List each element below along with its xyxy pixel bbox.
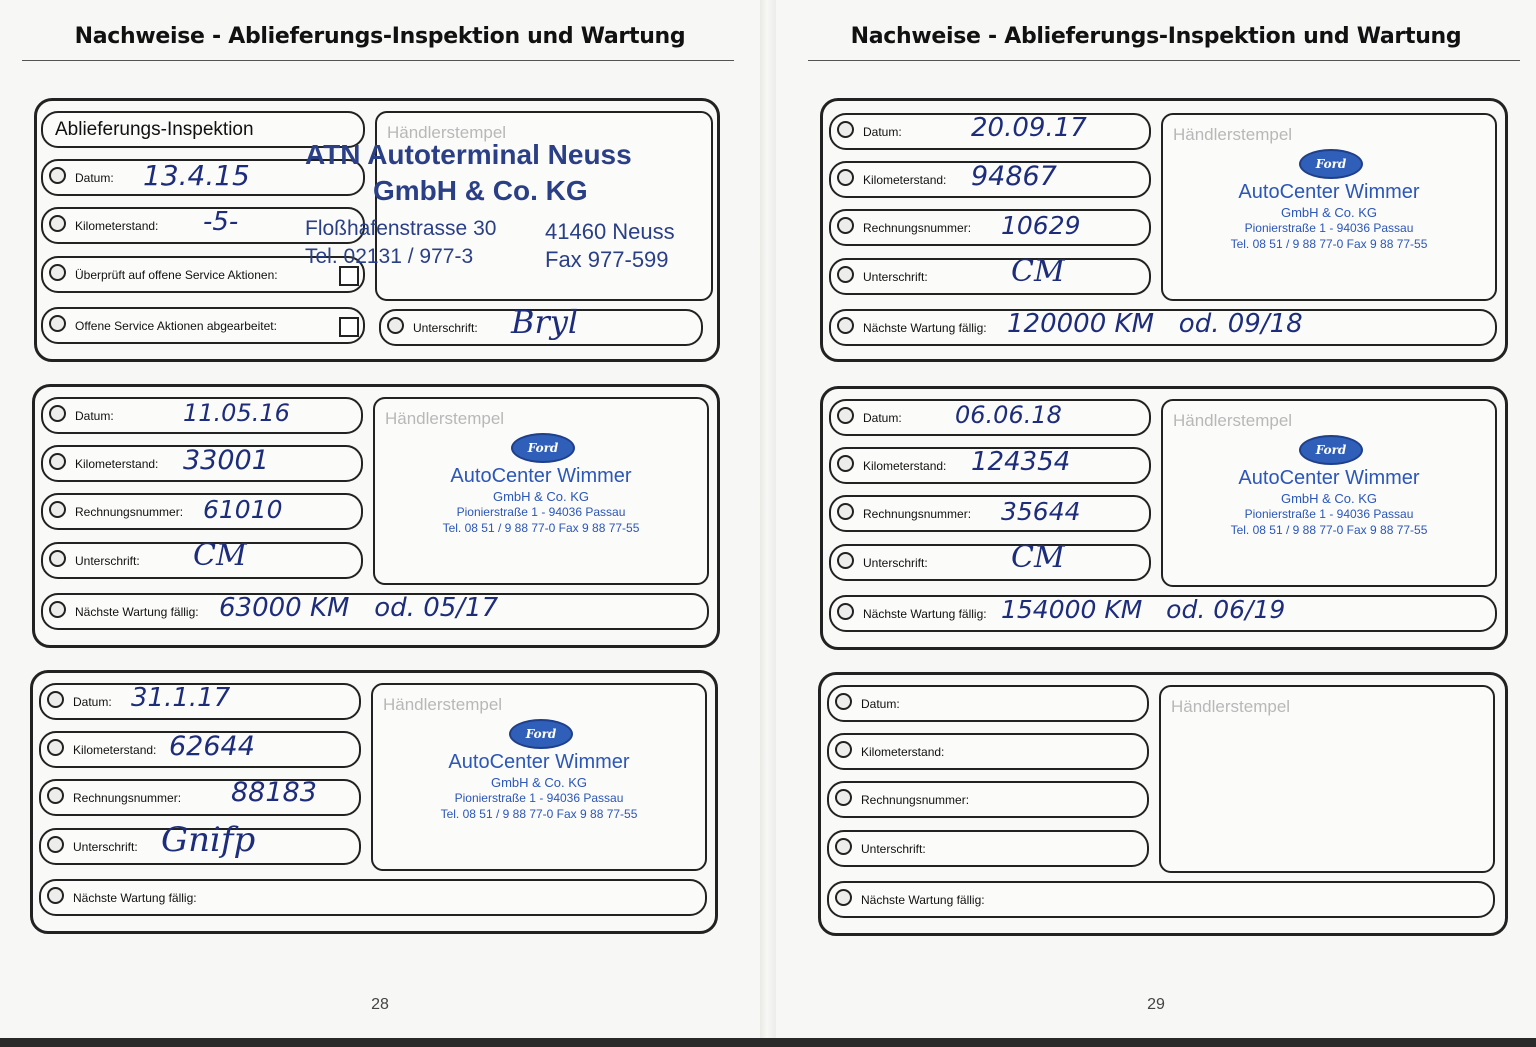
bullet-icon [837,603,854,620]
bullet-icon [837,266,854,283]
page-number: 28 [371,996,389,1013]
dealer-name: AutoCenter Wimmer [1238,467,1420,489]
wartung-field[interactable] [829,309,1497,346]
bullet-icon [49,167,66,184]
datum-field[interactable] [41,397,363,434]
wartung-label: Nächste Wartung fällig: [73,891,197,905]
bullet-icon [49,405,66,422]
signature-value: Gnifp [161,820,256,860]
dealer-name: AutoCenter Wimmer [448,751,630,773]
dealer-stamp-box [1159,685,1495,873]
unterschrift-field[interactable] [41,538,363,579]
bullet-icon [49,550,66,567]
datum-value: 20.09.17 [971,113,1087,143]
wartung-field[interactable] [39,879,707,916]
atn-fax: Fax 977-599 [545,247,669,272]
km-field[interactable] [41,445,363,482]
atn-city: 41460 Neuss [545,219,675,244]
rechnung-field[interactable] [829,495,1151,532]
km-label: Kilometerstand: [861,745,945,759]
wartung-label: Nächste Wartung fällig: [861,893,985,907]
datum-label: Datum: [73,695,112,709]
atn-tel: Tel. 02131 / 977-3 [305,245,474,268]
unterschrift-field[interactable] [39,820,361,865]
bullet-icon [835,741,852,758]
stamp-heading: Händlerstempel [387,123,507,142]
unterschrift-label: Unterschrift: [863,270,928,284]
dealer-form: GmbH & Co. KG [492,489,590,504]
bullet-icon [49,264,66,281]
wartung-label: Nächste Wartung fällig: [75,605,199,619]
unterschrift-label: Unterschrift: [75,554,140,568]
title-rule [22,60,734,61]
title-rule [808,60,1520,61]
bullet-icon [837,503,854,520]
stamp-heading: Händlerstempel [1173,411,1293,430]
bullet-icon [837,317,854,334]
dealer-tel: Tel. 08 51 / 9 88 77-0 Fax 9 88 77-55 [1230,237,1428,251]
dealer-stamp-box [373,397,709,585]
scan-edge [0,1038,1536,1047]
bullet-icon [835,838,852,855]
stamp-heading: Händlerstempel [383,695,503,714]
datum-value: 13.4.15 [143,159,250,192]
datum-field[interactable] [39,683,361,720]
datum-label: Datum: [75,409,114,423]
service-block-2 [32,384,720,648]
km-field[interactable] [39,731,361,768]
datum-value: 31.1.17 [131,683,231,713]
check2-label: Offene Service Aktionen abgearbeitet: [75,319,277,333]
rechnung-value: 35644 [1001,497,1081,526]
check1-label: Überprüft auf offene Service Aktionen: [75,268,278,282]
unterschrift-field[interactable] [829,254,1151,295]
bullet-icon [835,693,852,710]
atn-line1: ATN Autoterminal Neuss [305,139,632,170]
bullet-icon [49,453,66,470]
signature-value: CM [193,538,247,573]
dealer-form: GmbH & Co. KG [1280,491,1378,506]
rechnung-field[interactable] [41,493,363,530]
km-value: -5- [203,207,239,237]
bullet-icon [47,887,64,904]
service-block-3 [30,670,718,934]
datum-label: Datum: [75,171,114,185]
page-gutter [760,0,776,1047]
km-label: Kilometerstand: [863,173,947,187]
bullet-icon [837,169,854,186]
wartung-field[interactable] [829,595,1497,632]
delivery-inspection-block [34,98,720,362]
rechnung-value: 10629 [1001,211,1081,240]
datum-field[interactable] [829,399,1151,436]
rechnung-label: Rechnungsnummer: [75,505,184,519]
wartung-label: Nächste Wartung fällig: [863,321,987,335]
check2-checkbox[interactable] [339,317,359,337]
ford-logo-icon: Ford [511,433,575,463]
dealer-form: GmbH & Co. KG [1280,205,1378,220]
bullet-icon [49,215,66,232]
wartung-value: 120000 KM od. 09/18 [1007,309,1303,339]
ford-logo-icon: Ford [509,719,573,749]
page-right [776,0,1536,1040]
page-title: Nachweise - Ablieferungs-Inspektion und Wartung [850,24,1462,49]
km-field[interactable] [829,447,1151,484]
unterschrift-field[interactable] [827,830,1149,867]
dealer-name: AutoCenter Wimmer [450,465,632,487]
rechnung-label: Rechnungsnummer: [863,221,972,235]
service-block-2 [820,386,1508,650]
km-field[interactable] [829,161,1151,198]
bullet-icon [835,789,852,806]
stamp-heading: Händlerstempel [1171,697,1291,716]
bullet-icon [837,552,854,569]
wartung-label: Nächste Wartung fällig: [863,607,987,621]
km-value: 94867 [971,161,1057,192]
dealer-tel: Tel. 08 51 / 9 88 77-0 Fax 9 88 77-55 [440,807,638,821]
rechnung-field[interactable] [39,779,361,816]
km-value: 62644 [169,731,255,762]
unterschrift-label: Unterschrift: [73,840,138,854]
km-label: Kilometerstand: [73,743,157,757]
wartung-value: 63000 KM od. 05/17 [219,593,499,623]
datum-label: Datum: [863,125,902,139]
wartung-value: 154000 KM od. 06/19 [1001,595,1286,624]
unterschrift-field[interactable] [379,303,703,346]
wartung-field[interactable] [827,881,1495,918]
rechnung-label: Rechnungsnummer: [73,791,182,805]
stamp-heading: Händlerstempel [1173,125,1293,144]
page-title: Nachweise - Ablieferungs-Inspektion und Wartung [74,24,686,49]
page-number: 29 [1147,996,1165,1013]
actions-done-field[interactable] [41,307,365,344]
dealer-form: GmbH & Co. KG [490,775,588,790]
dealer-address: Pionierstraße 1 - 94036 Passau [1244,221,1414,235]
unterschrift-label: Unterschrift: [863,556,928,570]
signature-value: CM [1011,254,1065,289]
bullet-icon [49,315,66,332]
km-value: 33001 [183,445,269,476]
bullet-icon [49,501,66,518]
bullet-icon [47,739,64,756]
bullet-icon [47,836,64,853]
page-left [0,0,760,1040]
rechnung-label: Rechnungsnummer: [861,793,970,807]
stamp-heading: Händlerstempel [385,409,505,428]
service-block-1 [820,98,1508,362]
datum-field[interactable] [829,113,1151,150]
datum-field[interactable] [827,685,1149,722]
dealer-stamp-box [1161,113,1497,301]
dealer-address: Pionierstraße 1 - 94036 Passau [454,791,624,805]
atn-line2: GmbH & Co. KG [373,175,588,206]
dealer-stamp-box [1161,399,1497,587]
block-heading: Ablieferungs-Inspektion [55,119,254,140]
bullet-icon [835,889,852,906]
rechnung-field[interactable] [827,781,1149,818]
bullet-icon [47,691,64,708]
unterschrift-field[interactable] [829,540,1151,581]
datum-label: Datum: [863,411,902,425]
check1-checkbox[interactable] [339,266,359,286]
km-value: 124354 [971,447,1071,477]
rechnung-value: 61010 [203,495,283,524]
bullet-icon [837,455,854,472]
unterschrift-label: Unterschrift: [861,842,926,856]
bullet-icon [837,217,854,234]
datum-value: 11.05.16 [183,399,290,427]
dealer-tel: Tel. 08 51 / 9 88 77-0 Fax 9 88 77-55 [442,521,640,535]
bullet-icon [49,601,66,618]
rechnung-field[interactable] [829,209,1151,246]
rechnung-label: Rechnungsnummer: [863,507,972,521]
rechnung-value: 88183 [231,777,317,808]
dealer-tel: Tel. 08 51 / 9 88 77-0 Fax 9 88 77-55 [1230,523,1428,537]
bullet-icon [387,317,404,334]
datum-label: Datum: [861,697,900,711]
dealer-stamp-box [371,683,707,871]
ford-logo-icon: Ford [1299,435,1363,465]
dealer-address: Pionierstraße 1 - 94036 Passau [456,505,626,519]
signature-value: Bryl [511,303,579,341]
bullet-icon [47,787,64,804]
bullet-icon [837,121,854,138]
ford-logo-icon: Ford [1299,149,1363,179]
atn-street: Floßhafenstrasse 30 [305,217,497,240]
dealer-address: Pionierstraße 1 - 94036 Passau [1244,507,1414,521]
service-block-3 [818,672,1508,936]
dealer-name: AutoCenter Wimmer [1238,181,1420,203]
wartung-field[interactable] [41,593,709,630]
unterschrift-label: Unterschrift: [413,321,478,335]
km-field[interactable] [827,733,1149,770]
km-label: Kilometerstand: [863,459,947,473]
km-label: Kilometerstand: [75,219,159,233]
datum-value: 06.06.18 [955,401,1062,429]
bullet-icon [837,407,854,424]
km-label: Kilometerstand: [75,457,159,471]
signature-value: CM [1011,540,1065,575]
